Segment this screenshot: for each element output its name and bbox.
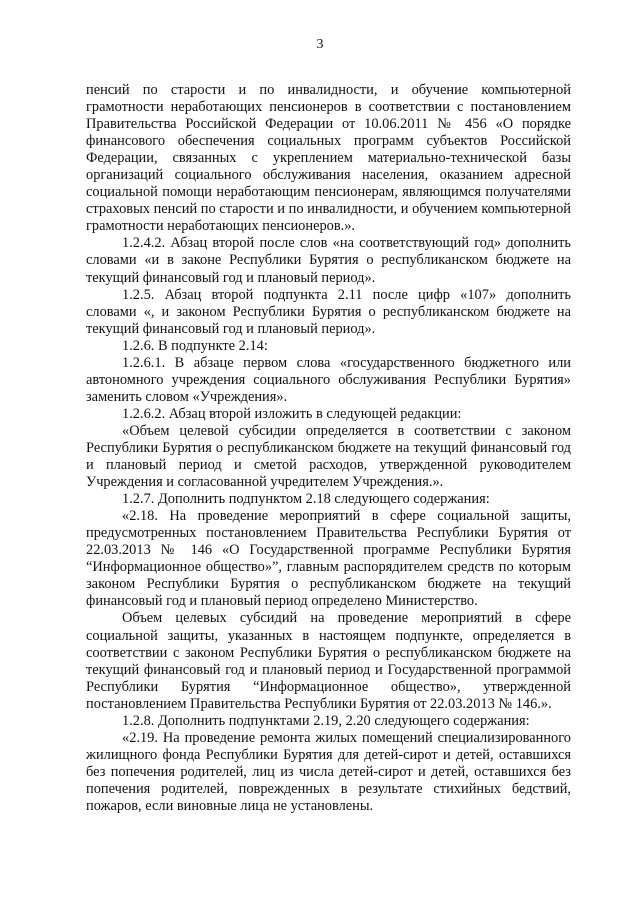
paragraph-1-2-4-2: 1.2.4.2. Абзац второй после слов «на соответствующий год» дополнить словами «и в законе Республики Бурятия о республиканском бюджете на текущий финансовый год и плановый период». bbox=[86, 235, 571, 286]
document-body bbox=[86, 82, 571, 815]
page-number: 3 bbox=[316, 37, 324, 52]
paragraph-2-19: «2.19. На проведение ремонта жилых помещений специализированного жилищного фонда Республики Бурятия для детей-сирот и детей, оставшихся без попечения родителей, лиц из числа детей-сирот и детей, оставшихся без попечения родителей, поврежденных в результате стихийных бедствий, пожаров, если виновные лица не установлены. bbox=[86, 729, 571, 814]
paragraph-2-18: «2.18. На проведение мероприятий в сфере социальной защиты, предусмотренных постановлением Правительства Республики Бурятия от 22.03.2013 № 146 «О Государственной программе Республики Бурятия “Информационное общество»”, главным распорядителем средств по которым законом Республики Бурятия о республиканском бюджете на текущий финансовый год и плановый период определено Министерство. bbox=[86, 508, 571, 610]
paragraph-pensions-continuation: пенсий по старости и по инвалидности, и обучение компьютерной грамотности неработающих пенсионеров в соответствии с постановлением Правительства Российской Федерации от 10.06.2011 № 456 «О порядке финансового обеспечения социальных программ субъектов Российской Федерации, связанных с укреплением материально-технической базы организаций социального обслуживания населения, оказанием адресной социальной помощи неработающим пенсионерам, являющимся получателями страховых пенсий по старости и по инвалидности, и обучением компьютерной грамотности неработающих пенсионеров.». bbox=[86, 82, 571, 235]
paragraph-1-2-6-2: 1.2.6.2. Абзац второй изложить в следующей редакции: bbox=[122, 405, 462, 422]
paragraph-1-2-6: 1.2.6. В подпункте 2.14: bbox=[122, 337, 268, 354]
paragraph-subsidy-volume: «Объем целевой субсидии определяется в соответствии с законом Республики Бурятия о республиканском бюджете на текущий финансовый год и плановый период и сметой расходов, утвержденной руководителем Учреждения и согласованной учредителем Учреждения.». bbox=[86, 422, 571, 491]
paragraph-1-2-8: 1.2.8. Дополнить подпунктами 2.19, 2.20 следующего содержания: bbox=[122, 712, 530, 729]
paragraph-1-2-7: 1.2.7. Дополнить подпунктом 2.18 следующего содержания: bbox=[122, 491, 490, 508]
paragraph-1-2-5: 1.2.5. Абзац второй подпункта 2.11 после цифр «107» дополнить словами «, и законом Республики Бурятия о республиканском бюджете на текущий финансовый год и плановый период». bbox=[86, 286, 571, 337]
paragraph-targeted-subsidies: Объем целевых субсидий на проведение мероприятий в сфере социальной защиты, указанных в настоящем подпункте, определяется в соответствии с законом Республики Бурятия о республиканском бюджете на текущий финансовый год и плановый период и Государственной программой Республики Бурятия “Информационное общество», утвержденной постановлением Правительства Республики Бурятия от 22.03.2013 № 146.». bbox=[86, 610, 571, 712]
paragraph-1-2-6-1: 1.2.6.1. В абзаце первом слова «государственного бюджетного или автономного учреждения социального обслуживания Республики Бурятия» заменить словом «Учреждения». bbox=[86, 354, 571, 405]
